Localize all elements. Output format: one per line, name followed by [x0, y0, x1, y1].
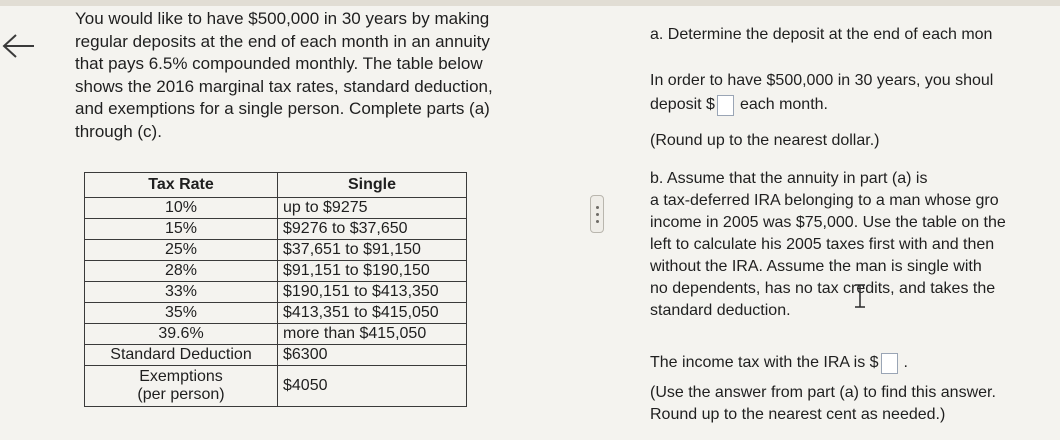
tax-rate-table — [84, 172, 467, 407]
part-a-rounding-note: (Round up to the nearest dollar.) — [650, 132, 880, 149]
table-row — [85, 303, 467, 324]
deposit-suffix: each month. — [739, 96, 828, 113]
problem-statement: You would like to have $500,000 in 30 years by making regular deposits at the end of each month in an annuity that pays 6.5% compounded monthly. The table below shows the 2016 marginal tax rates, standard deduction, and exemptions for a single person. Complete parts (a) through (c). — [75, 9, 493, 141]
handle-dot — [596, 220, 599, 223]
income-tax-prefix: The income tax with the IRA is $ — [650, 354, 879, 371]
deposit-prefix: deposit $ — [650, 96, 715, 113]
table-row — [85, 198, 467, 219]
top-strip — [0, 0, 1060, 6]
income-tax-answer-row — [650, 352, 908, 374]
standard-deduction-value: $6300 — [278, 345, 467, 366]
table-row — [85, 345, 467, 366]
exemptions-label-text: Exemptions (per person) — [137, 368, 225, 403]
table-header-row — [85, 173, 467, 198]
table-row — [85, 261, 467, 282]
header-tax-rate: Tax Rate — [85, 173, 278, 198]
table-row — [85, 282, 467, 303]
table-row — [85, 366, 467, 407]
income-tax-answer-input[interactable] — [881, 353, 898, 374]
part-b-text: b. Assume that the annuity in part (a) is a tax-deferred IRA belonging to a man whose gro income in 2005 was $75,000. Use the table on the left to calculate his 2005 taxes first with and then without the IRA. Assume the man is single with no dependents, has no tax credits, and takes the standard deduction. — [650, 170, 1006, 319]
part-b-rounding-note: (Use the answer from part (a) to find this answer. Round up to the nearest cent as needed.) — [650, 384, 996, 423]
text-cursor-icon — [853, 283, 867, 309]
exemptions-value: $4050 — [278, 366, 467, 407]
exemptions-label — [85, 366, 278, 407]
rate-cell: 35% — [85, 303, 278, 324]
rate-cell: 39.6% — [85, 324, 278, 345]
parts-panel — [650, 8, 1060, 440]
deposit-answer-row — [650, 94, 828, 116]
rate-cell: 15% — [85, 219, 278, 240]
rate-cell: 10% — [85, 198, 278, 219]
rate-cell: 25% — [85, 240, 278, 261]
bracket-cell: $9276 to $37,650 — [278, 219, 467, 240]
rate-cell: 28% — [85, 261, 278, 282]
bracket-cell: $413,351 to $415,050 — [278, 303, 467, 324]
standard-deduction-label: Standard Deduction — [85, 345, 278, 366]
handle-dot — [596, 213, 599, 216]
drag-handle-icon[interactable] — [590, 195, 604, 233]
table-row — [85, 240, 467, 261]
bracket-cell: $91,151 to $190,150 — [278, 261, 467, 282]
bracket-cell: more than $415,050 — [278, 324, 467, 345]
back-arrow-icon[interactable] — [0, 32, 36, 60]
income-tax-suffix: . — [903, 354, 908, 371]
deposit-answer-input[interactable] — [717, 95, 734, 116]
table-row — [85, 324, 467, 345]
header-single: Single — [278, 173, 467, 198]
table-row — [85, 219, 467, 240]
bracket-cell: $190,151 to $413,350 — [278, 282, 467, 303]
handle-dot — [596, 206, 599, 209]
bracket-cell: $37,651 to $91,150 — [278, 240, 467, 261]
rate-cell: 33% — [85, 282, 278, 303]
part-a-heading: a. Determine the deposit at the end of each mon — [650, 26, 993, 43]
part-a-text: In order to have $500,000 in 30 years, you shoul — [650, 72, 994, 89]
bracket-cell: up to $9275 — [278, 198, 467, 219]
